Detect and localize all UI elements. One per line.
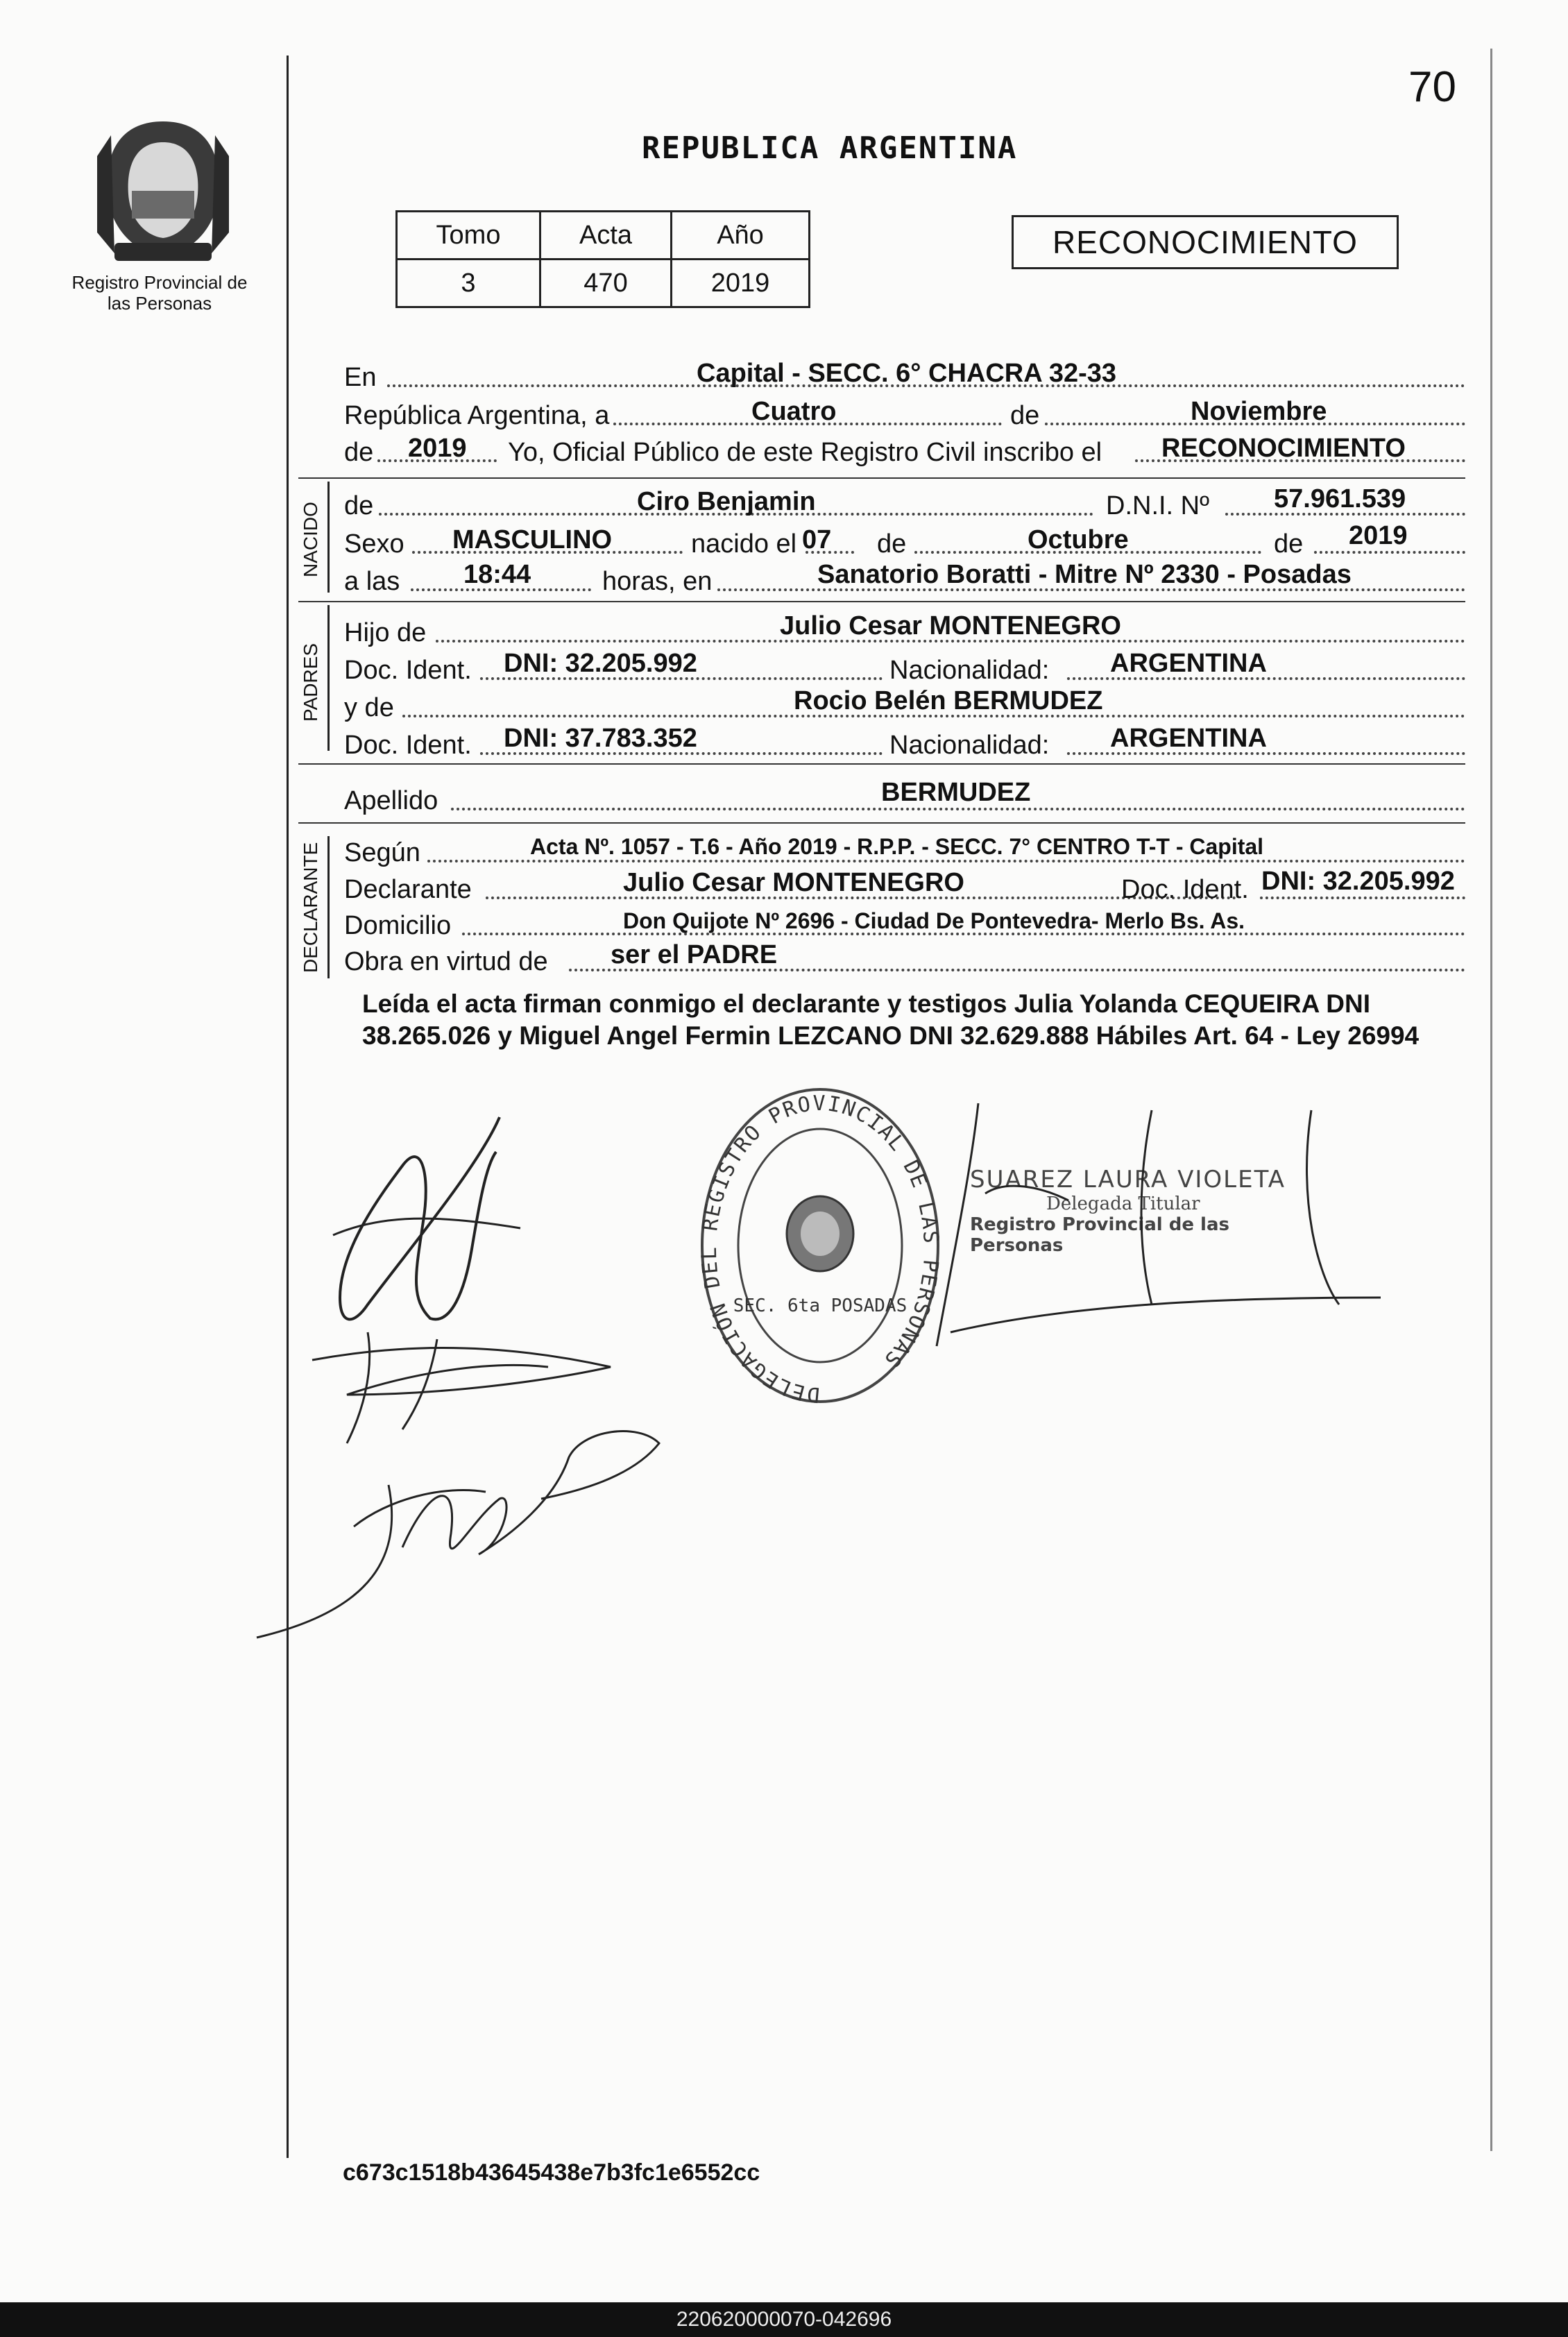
row-madre [344, 686, 1465, 724]
row-madre-doc [344, 724, 1465, 762]
declarante-doc-value: DNI: 32.205.992 [1261, 867, 1455, 896]
witness-signature-2-icon [250, 1416, 666, 1645]
de-label: de [1010, 401, 1040, 430]
provincial-seal-icon [90, 114, 236, 274]
acta-header-acta: Acta [540, 212, 672, 260]
left-margin-line [287, 56, 289, 2158]
segun-label: Según [344, 838, 420, 867]
official-name: SUAREZ LAURA VIOLETA [970, 1166, 1286, 1193]
page-number: 70 [1408, 63, 1456, 111]
row-obra [344, 940, 1465, 978]
official-role: Delegada Titular [1046, 1193, 1200, 1214]
birth-year-value: 2019 [1349, 521, 1408, 550]
row-padre [344, 611, 1465, 649]
place-value: Sanatorio Boratti - Mitre Nº 2330 - Posadas [817, 560, 1352, 589]
stamp-inner-text: SEC. 6ta POSADAS [733, 1295, 907, 1316]
yde-label: y de [344, 693, 394, 722]
row-sexo [344, 521, 1465, 561]
nac-label: Nacionalidad: [889, 656, 1050, 685]
stamp-ring-text: DELEGACIÓN DEL REGISTRO PROVINCIAL DE LAS PERSONAS [697, 1091, 944, 1407]
row-domicilio [344, 909, 1465, 942]
declarante-label: Declarante [344, 875, 472, 904]
row-hora [344, 560, 1465, 598]
row-declarante [344, 867, 1465, 906]
domicilio-label: Domicilio [344, 911, 452, 940]
apellido-label: Apellido [344, 786, 438, 815]
horas-label: horas, en [602, 567, 713, 596]
doc-label: Doc. Ident. [344, 656, 472, 685]
separator-nacido-top [298, 477, 1465, 479]
side-label-nacido: NACIDO [300, 502, 321, 577]
footer-code: 220620000070-042696 [0, 2302, 1568, 2337]
birth-day-value: 07 [802, 525, 832, 554]
name-value: Ciro Benjamin [637, 487, 816, 516]
de-label-2: de [344, 438, 374, 467]
row-en [344, 361, 1465, 394]
mother-value: Rocio Belén BERMUDEZ [794, 686, 1103, 715]
mother-nac-value: ARGENTINA [1110, 724, 1267, 753]
bracket-declarante [327, 836, 330, 978]
row-padre-doc [344, 649, 1465, 687]
de-label-3: de [877, 529, 907, 559]
father-nac-value: ARGENTINA [1110, 649, 1267, 678]
obra-label: Obra en virtud de [344, 947, 548, 976]
acta-header-ano: Año [672, 212, 810, 260]
acta-value-tomo: 3 [397, 260, 540, 307]
acta-table [395, 210, 810, 308]
doc-type-box: RECONOCIMIENTO [1012, 215, 1399, 269]
mother-doc-value: DNI: 37.783.352 [504, 724, 697, 753]
acta-header-tomo: Tomo [397, 212, 540, 260]
declarante-value: Julio Cesar MONTENEGRO [623, 868, 964, 897]
en-value: Capital - SECC. 6° CHACRA 32-33 [697, 359, 1117, 388]
row-republica [344, 399, 1465, 432]
side-label-declarante: DECLARANTE [300, 842, 321, 973]
doc-label-3: Doc. Ident. [1121, 875, 1249, 904]
segun-value: Acta Nº. 1057 - T.6 - Año 2019 - R.P.P. - SECC. 7° CENTRO T-T - Capital [530, 834, 1264, 859]
birth-month-value: Octubre [1028, 525, 1129, 554]
bracket-padres [327, 605, 330, 751]
separator-declarante-top [298, 822, 1465, 824]
document-title: REPUBLICA ARGENTINA [642, 130, 1018, 166]
domicilio-value: Don Quijote Nº 2696 - Ciudad De Pontevedra- Merlo Bs. As. [623, 908, 1245, 933]
year-value: 2019 [408, 434, 467, 463]
acta-value-ano: 2019 [672, 260, 810, 307]
doc-label-2: Doc. Ident. [344, 731, 472, 760]
nacido-label: nacido el [691, 529, 797, 559]
separator-padres-top [298, 601, 1465, 602]
row-segun [344, 836, 1465, 869]
sexo-value: MASCULINO [452, 525, 613, 554]
name-label: de [344, 491, 374, 520]
official-office: Registro Provincial de las Personas [970, 1214, 1229, 1256]
month-value: Noviembre [1191, 397, 1327, 426]
obra-value: ser el PADRE [611, 940, 778, 969]
declarant-signature-icon [326, 1110, 527, 1332]
inscribo-value: RECONOCIMIENTO [1161, 434, 1406, 463]
father-doc-value: DNI: 32.205.992 [504, 649, 697, 678]
apellido-value: BERMUDEZ [881, 778, 1031, 807]
en-label: En [344, 363, 377, 392]
row-name [344, 484, 1465, 522]
registry-stamp-icon [695, 1082, 945, 1409]
closing-text: Leída el acta firman conmigo el declarante y testigos Julia Yolanda CEQUEIRA DNI 38.265.026 y Miguel Angel Fermin LEZCANO DNI 32.629.888 Hábiles Art. 64 - Ley 26994 [362, 989, 1420, 1050]
sexo-label: Sexo [344, 529, 404, 559]
official-signature-icon [930, 1096, 1388, 1360]
father-value: Julio Cesar MONTENEGRO [780, 611, 1121, 640]
time-value: 18:44 [463, 560, 531, 589]
hijo-label: Hijo de [344, 618, 427, 647]
separator-apellido-top [298, 763, 1465, 765]
side-label-padres: PADRES [300, 643, 321, 722]
dni-value: 57.961.539 [1274, 484, 1406, 513]
right-margin-line [1490, 49, 1492, 2151]
republica-label: República Argentina, a [344, 401, 610, 430]
day-value: Cuatro [751, 397, 837, 426]
seal-caption: Registro Provincial de las Personas [71, 272, 248, 314]
acta-value-acta: 470 [540, 260, 672, 307]
dni-label: D.N.I. Nº [1106, 491, 1209, 520]
de-label-4: de [1274, 529, 1304, 559]
nac-label-2: Nacionalidad: [889, 731, 1050, 760]
bracket-nacido [327, 482, 330, 593]
document-hash: c673c1518b43645438e7b3fc1e6552cc [343, 2159, 760, 2186]
inscribo-label: Yo, Oficial Público de este Registro Civil inscribo el [508, 438, 1102, 467]
alas-label: a las [344, 567, 400, 596]
row-inscribo [344, 436, 1465, 469]
row-apellido [344, 778, 1465, 817]
